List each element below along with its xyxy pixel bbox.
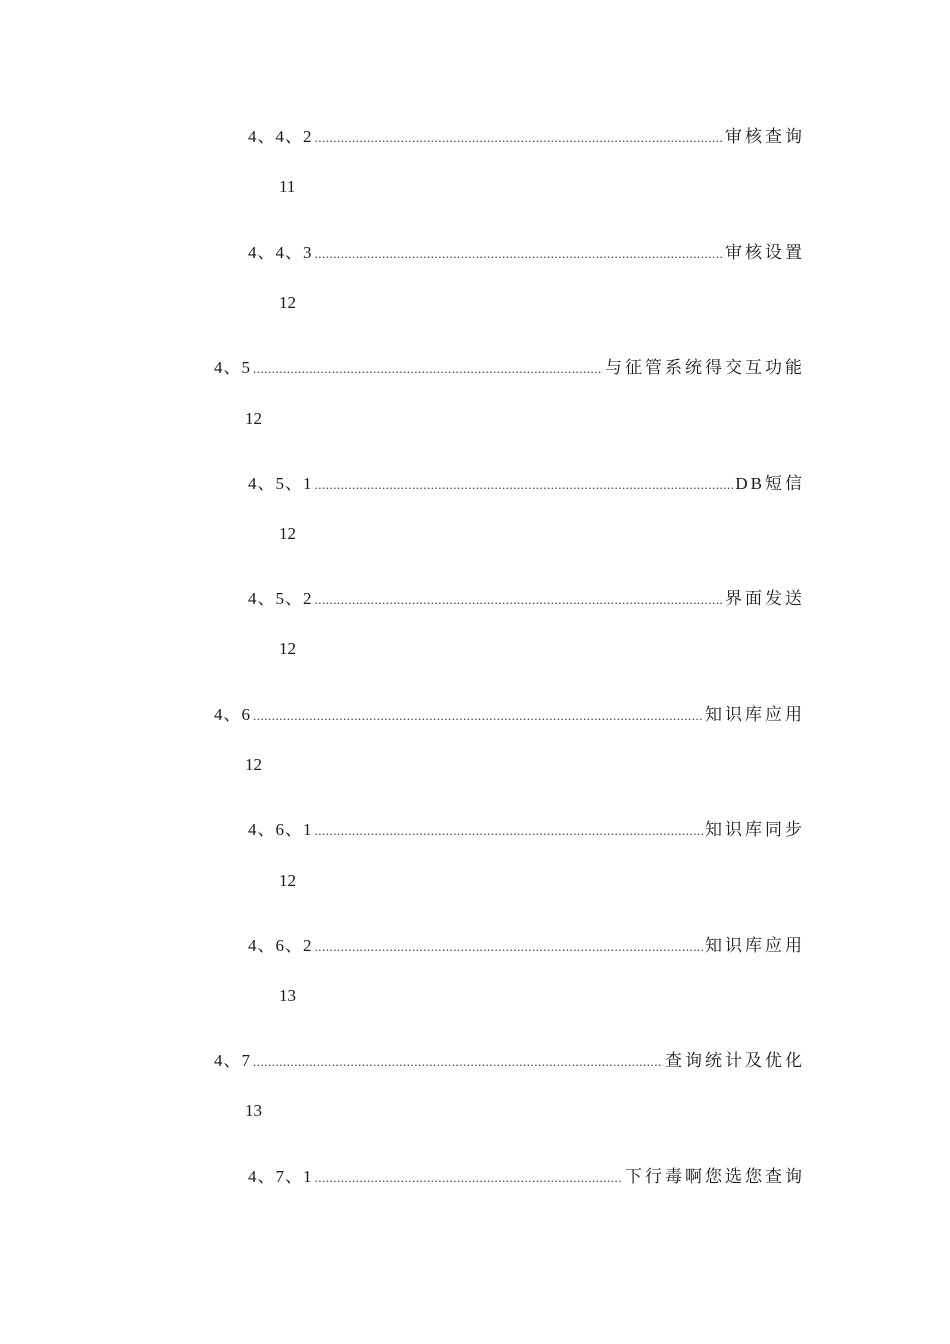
toc-entry-number: 4、5、1 <box>248 474 313 493</box>
toc-entry[interactable] <box>248 588 805 611</box>
toc-entry-title: 界面发送 <box>725 589 805 608</box>
toc-page-number: 13 <box>245 1101 262 1120</box>
toc-entry[interactable] <box>214 1050 805 1073</box>
dot-leader <box>315 243 724 265</box>
toc-entry-title: 知识库应用 <box>705 936 805 955</box>
toc-entry-number: 4、5、2 <box>248 589 313 608</box>
toc-entry[interactable] <box>248 819 805 842</box>
dot-leader <box>315 474 734 496</box>
dot-leader <box>315 127 724 149</box>
toc-entry-title: 知识库应用 <box>705 705 805 724</box>
toc-page-number: 11 <box>279 177 296 196</box>
dot-leader <box>315 589 724 611</box>
dot-leader <box>253 358 603 380</box>
toc-entry-number: 4、6、1 <box>248 820 313 839</box>
toc-entry-number: 4、6 <box>214 705 251 724</box>
toc-entry-number: 4、7、1 <box>248 1167 313 1186</box>
toc-entry[interactable] <box>214 704 805 727</box>
toc-entry-number: 4、4、2 <box>248 127 313 146</box>
toc-entry-title: 知识库同步 <box>705 820 805 839</box>
toc-entry[interactable] <box>248 126 805 149</box>
toc-entry-title: 下行毒啊您选您查询 <box>625 1167 805 1186</box>
toc-page-number: 12 <box>245 409 262 428</box>
toc-entry[interactable] <box>248 242 805 265</box>
dot-leader <box>253 1051 663 1073</box>
toc-entry[interactable] <box>248 935 805 958</box>
toc-entry-number: 4、6、2 <box>248 936 313 955</box>
dot-leader <box>315 1167 624 1189</box>
toc-entry-title: 审核查询 <box>725 127 805 146</box>
dot-leader <box>315 820 704 842</box>
toc-page-number: 12 <box>245 755 262 774</box>
toc-entry[interactable] <box>214 357 805 380</box>
toc-entry-number: 4、7 <box>214 1051 251 1070</box>
toc-entry-title: 与征管系统得交互功能 <box>605 358 805 377</box>
toc-entry-number: 4、5 <box>214 358 251 377</box>
dot-leader <box>253 705 703 727</box>
toc-entry-title: DB短信 <box>735 474 805 493</box>
toc-page-number: 12 <box>279 293 296 312</box>
dot-leader <box>315 936 704 958</box>
toc-entry-title: 审核设置 <box>725 243 805 262</box>
toc-page-number: 12 <box>279 639 296 658</box>
toc-entry-title: 查询统计及优化 <box>665 1051 805 1070</box>
toc-page-number: 13 <box>279 986 296 1005</box>
toc-page-number: 12 <box>279 871 296 890</box>
toc-entry[interactable] <box>248 1166 805 1189</box>
toc-page-number: 12 <box>279 524 296 543</box>
toc-entry[interactable] <box>248 473 805 496</box>
toc-entry-number: 4、4、3 <box>248 243 313 262</box>
